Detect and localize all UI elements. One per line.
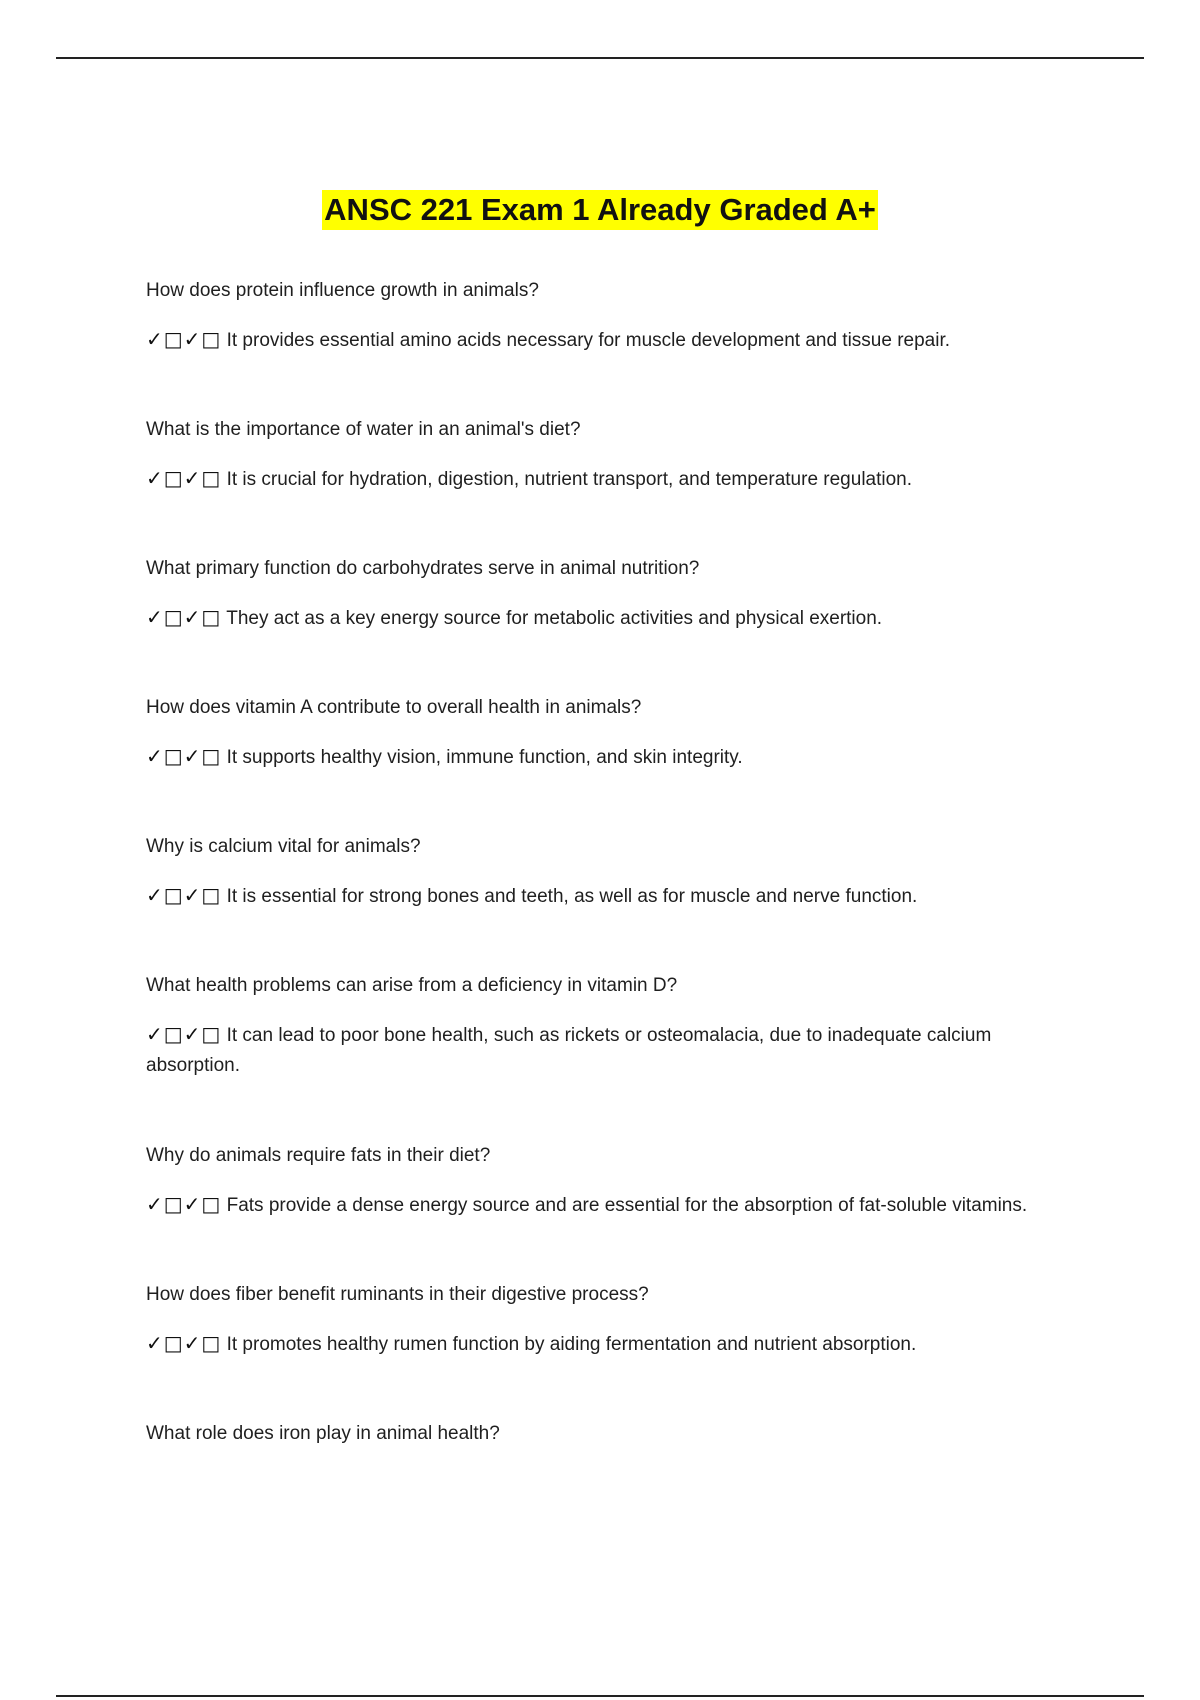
qa-item bbox=[146, 415, 1086, 554]
answer bbox=[146, 324, 1086, 356]
question: What primary function do carbohydrates serve in animal nutrition? bbox=[146, 558, 700, 579]
question: Why do animals require fats in their diet? bbox=[146, 1145, 491, 1166]
title-block bbox=[0, 190, 1200, 230]
answer-text: It provides essential amino acids necessary for muscle development and tissue repair. bbox=[226, 330, 951, 351]
answer bbox=[146, 880, 1086, 912]
question: What role does iron play in animal health? bbox=[146, 1423, 500, 1444]
qa-item bbox=[146, 1280, 1086, 1419]
check-mark-icon: ✓□✓□ bbox=[146, 466, 222, 490]
question: How does vitamin A contribute to overall health in animals? bbox=[146, 697, 642, 718]
answer-text: Fats provide a dense energy source and are essential for the absorption of fat-soluble vitamins. bbox=[226, 1195, 1028, 1216]
footer-rule bbox=[56, 1695, 1144, 1697]
qa-item bbox=[146, 1141, 1086, 1280]
qa-item bbox=[146, 693, 1086, 832]
check-mark-icon: ✓□✓□ bbox=[146, 883, 222, 907]
answer bbox=[146, 1189, 1086, 1221]
question: How does protein influence growth in animals? bbox=[146, 280, 539, 301]
qa-item bbox=[146, 1419, 1086, 1558]
answer-text: It is essential for strong bones and teeth, as well as for muscle and nerve function. bbox=[226, 886, 918, 907]
check-mark-icon: ✓□✓□ bbox=[146, 327, 222, 351]
question: How does fiber benefit ruminants in their digestive process? bbox=[146, 1284, 649, 1305]
question: Why is calcium vital for animals? bbox=[146, 836, 421, 857]
check-mark-icon: ✓□✓□ bbox=[146, 605, 222, 629]
answer-text: They act as a key energy source for metabolic activities and physical exertion. bbox=[226, 608, 883, 629]
check-mark-icon: ✓□✓□ bbox=[146, 744, 222, 768]
answer bbox=[146, 602, 1086, 634]
answer-text: It supports healthy vision, immune function, and skin integrity. bbox=[226, 747, 743, 768]
answer bbox=[146, 463, 1086, 495]
answer bbox=[146, 741, 1086, 773]
qa-list bbox=[146, 276, 1086, 1558]
check-mark-icon: ✓□✓□ bbox=[146, 1022, 222, 1046]
answer bbox=[146, 1328, 1086, 1360]
qa-item bbox=[146, 276, 1086, 415]
qa-item bbox=[146, 832, 1086, 971]
answer-text: It can lead to poor bone health, such as rickets or osteomalacia, due to inadequate calcium absorption. bbox=[146, 1025, 992, 1076]
check-mark-icon: ✓□✓□ bbox=[146, 1192, 222, 1216]
question: What is the importance of water in an animal's diet? bbox=[146, 419, 581, 440]
qa-item bbox=[146, 971, 1086, 1141]
header-rule bbox=[56, 57, 1144, 59]
answer-text: It is crucial for hydration, digestion, nutrient transport, and temperature regulation. bbox=[226, 469, 913, 490]
document-title: ANSC 221 Exam 1 Already Graded A+ bbox=[322, 190, 878, 230]
question: What health problems can arise from a deficiency in vitamin D? bbox=[146, 975, 678, 996]
answer-text: It promotes healthy rumen function by aiding fermentation and nutrient absorption. bbox=[226, 1334, 917, 1355]
qa-item bbox=[146, 554, 1086, 693]
check-mark-icon: ✓□✓□ bbox=[146, 1331, 222, 1355]
answer bbox=[146, 1019, 1086, 1081]
